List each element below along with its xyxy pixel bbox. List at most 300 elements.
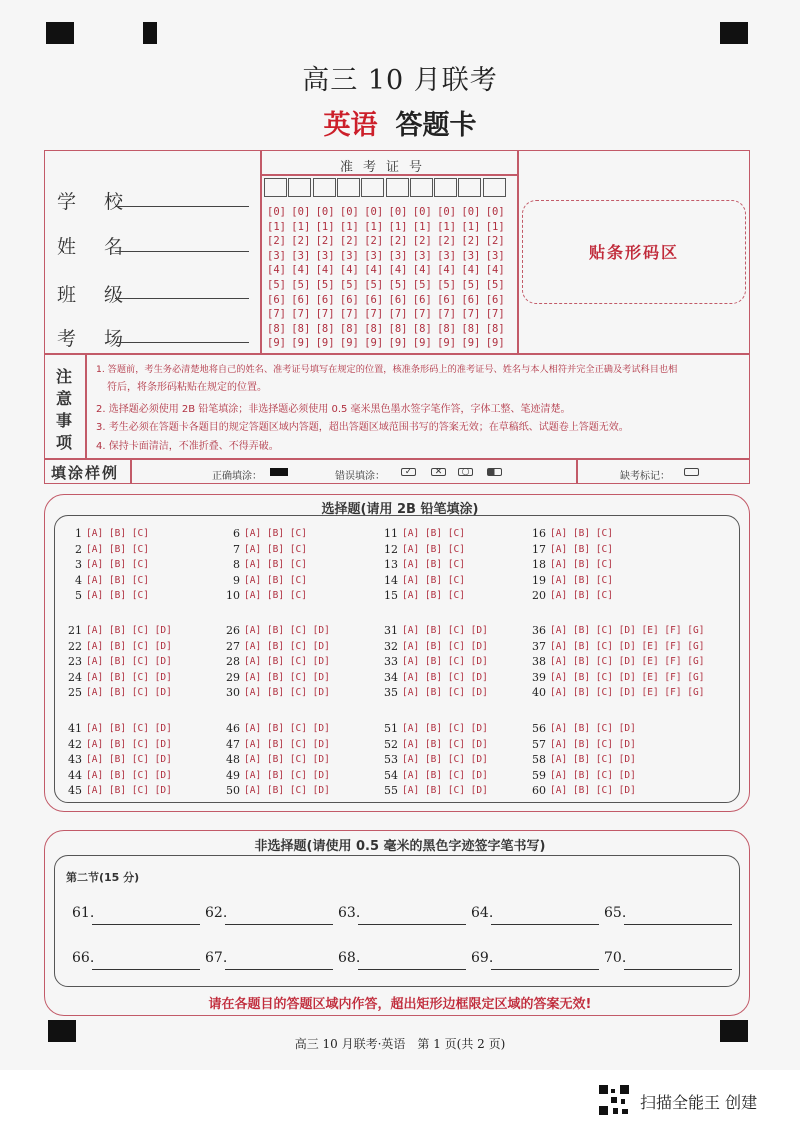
id-digit-bubble[interactable]: [9] xyxy=(461,337,481,350)
question-number: 26 xyxy=(226,624,240,637)
divider xyxy=(260,150,262,353)
id-digit-bubble[interactable]: [7] xyxy=(388,308,408,321)
answer-options[interactable]: [A] [B] [C] [D] xyxy=(550,769,636,781)
id-digit-bubble[interactable]: [3] xyxy=(388,249,408,262)
id-digit-bubble[interactable]: [2] xyxy=(388,235,408,248)
id-digit-bubble[interactable]: [8] xyxy=(485,322,505,335)
question-number: 10 xyxy=(226,589,240,602)
divider xyxy=(85,353,87,458)
answer-options[interactable]: [A] [B] [C] xyxy=(402,543,465,555)
answer-options[interactable]: [A] [B] [C] [D] xyxy=(244,785,330,796)
answer-options[interactable]: [A] [B] [C] xyxy=(244,559,307,570)
id-digit-bubble[interactable]: [6] xyxy=(364,293,384,306)
answer-options[interactable]: [A] [B] [C] xyxy=(550,590,613,601)
field-line-class[interactable] xyxy=(115,280,249,299)
id-digit-bubble[interactable]: [4] xyxy=(388,264,408,277)
id-digit-bubble[interactable]: [5] xyxy=(412,279,432,291)
question-number: 36 xyxy=(532,624,546,637)
barcode-label: 贴条形码区 xyxy=(588,243,679,262)
question-number: 27 xyxy=(226,639,240,653)
answer-options[interactable]: [A] [B] [C] xyxy=(86,528,149,539)
answer-number: 62. xyxy=(205,905,228,921)
answer-options[interactable]: [A] [B] [C] [D] xyxy=(402,671,488,683)
id-digit-bubble[interactable]: [9] xyxy=(339,337,359,350)
answer-options[interactable]: [A] [B] [C] xyxy=(86,543,149,555)
answer-options[interactable]: [A] [B] [C] xyxy=(402,559,465,570)
answer-options[interactable]: [A] [B] [C] [D] xyxy=(86,687,172,698)
answer-options[interactable]: [A] [B] [C] xyxy=(86,559,149,570)
id-digit-bubble[interactable]: [8] xyxy=(364,322,384,335)
fill-correct-sample xyxy=(270,468,288,476)
question-number: 29 xyxy=(226,670,240,684)
id-digit-bubble[interactable]: [6] xyxy=(437,293,457,306)
answer-line[interactable] xyxy=(491,954,599,970)
answer-line[interactable] xyxy=(225,909,333,925)
question-number: 59 xyxy=(532,768,546,782)
question-number: 31 xyxy=(384,624,398,637)
question-number: 45 xyxy=(68,784,82,797)
question-number: 44 xyxy=(68,768,82,782)
question-number: 8 xyxy=(233,558,240,571)
exam-title: 高三 10 月联考 xyxy=(302,65,498,96)
absent-mark-label: 缺考标记： xyxy=(620,471,670,482)
id-digit-bubble[interactable]: [7] xyxy=(364,308,384,321)
id-digit-bubble[interactable]: [8] xyxy=(437,322,457,335)
id-digit-bubble[interactable]: [2] xyxy=(485,235,505,248)
id-digit-bubble[interactable]: [9] xyxy=(315,337,335,350)
answer-options[interactable]: [A] [B] [C] xyxy=(550,559,613,570)
question-number: 49 xyxy=(226,768,240,782)
question-number: 56 xyxy=(532,722,546,735)
answer-options[interactable]: [A] [B] [C] [D] xyxy=(244,687,330,698)
question-number: 58 xyxy=(532,753,546,766)
field-label-school: 学校 xyxy=(57,191,152,213)
question-number: 17 xyxy=(532,542,546,556)
answer-number: 69. xyxy=(471,950,494,966)
question-number: 52 xyxy=(384,737,398,751)
answer-options[interactable]: [A] [B] [C] [D] xyxy=(86,769,172,781)
answer-number: 68. xyxy=(338,950,361,966)
question-number: 51 xyxy=(384,722,398,735)
field-line-name[interactable] xyxy=(115,233,249,252)
question-number: 41 xyxy=(68,722,82,735)
answer-number: 61. xyxy=(72,905,95,921)
answer-options[interactable]: [A] [B] [C] xyxy=(550,543,613,555)
question-number: 24 xyxy=(68,670,82,684)
id-digit-bubble[interactable]: [0] xyxy=(437,206,457,218)
id-digit-bubble[interactable]: [0] xyxy=(412,206,432,218)
answer-options[interactable]: [A] [B] [C] [D] xyxy=(402,640,488,652)
id-digit-bubble[interactable]: [4] xyxy=(461,264,481,277)
question-number: 2 xyxy=(75,542,82,556)
id-digit-bubble[interactable]: [3] xyxy=(315,249,335,262)
id-digit-box[interactable] xyxy=(313,178,336,197)
id-digit-bubble[interactable]: [4] xyxy=(364,264,384,277)
answer-options[interactable]: [A] [B] [C] [D] [E] [F] [G] xyxy=(550,656,705,667)
id-digit-bubble[interactable]: [3] xyxy=(485,249,505,262)
answer-options[interactable]: [A] [B] [C] [D] xyxy=(86,640,172,652)
id-digit-bubble[interactable]: [8] xyxy=(315,322,335,335)
question-number: 1 xyxy=(75,527,82,540)
answer-line[interactable] xyxy=(92,909,200,925)
id-digit-bubble[interactable]: [0] xyxy=(291,206,311,218)
question-number: 39 xyxy=(532,670,546,684)
question-number: 28 xyxy=(226,655,240,668)
question-number: 9 xyxy=(233,573,240,587)
question-number: 60 xyxy=(532,784,546,797)
id-digit-bubble[interactable]: [5] xyxy=(267,279,286,291)
answer-options[interactable]: [A] [B] [C] [D] [E] [F] [G] xyxy=(550,625,705,636)
id-digit-bubble[interactable]: [2] xyxy=(364,235,384,248)
id-digit-bubble[interactable]: [4] xyxy=(437,264,457,277)
wrong-fill-circle-icon: ○ xyxy=(458,468,473,476)
id-digit-bubble[interactable]: [5] xyxy=(291,279,311,291)
mc-section-title: 选择题(请用 2B 铅笔填涂) xyxy=(321,502,479,517)
id-digit-bubble[interactable]: [0] xyxy=(485,206,505,218)
answer-options[interactable]: [A] [B] [C] [D] xyxy=(244,723,330,734)
answer-number: 64. xyxy=(471,905,494,921)
answer-options[interactable]: [A] [B] [C] [D] xyxy=(402,754,488,765)
id-digit-bubble[interactable]: [3] xyxy=(291,249,311,262)
id-digit-box[interactable] xyxy=(361,178,384,197)
question-number: 23 xyxy=(68,655,82,668)
id-digit-box[interactable] xyxy=(288,178,311,197)
answer-options[interactable]: [A] [B] [C] [D] xyxy=(86,738,172,750)
qr-code-icon xyxy=(597,1083,631,1117)
answer-options[interactable]: [A] [B] [C] [D] xyxy=(402,656,488,667)
answer-options[interactable]: [A] [B] [C] [D] xyxy=(86,754,172,765)
id-digit-bubble[interactable]: [6] xyxy=(412,293,432,306)
id-digit-bubble[interactable]: [0] xyxy=(461,206,481,218)
id-digit-bubble[interactable]: [1] xyxy=(364,220,384,233)
id-digit-bubble[interactable]: [7] xyxy=(485,308,505,321)
answer-options[interactable]: [A] [B] [C] [D] xyxy=(86,723,172,734)
field-line-room[interactable] xyxy=(115,324,249,343)
fb-section-title: 非选择题(请使用 0.5 毫米的黑色字迹签字笔书写) xyxy=(254,839,546,854)
id-digit-bubble[interactable]: [2] xyxy=(267,235,286,248)
answer-options[interactable]: [A] [B] [C] xyxy=(244,543,307,555)
divider xyxy=(44,353,750,355)
wrong-fill-check-icon: ✓ xyxy=(401,468,416,476)
id-digit-bubble[interactable]: [2] xyxy=(412,235,432,248)
fill-wrong-label: 错误填涂： xyxy=(335,471,385,482)
question-number: 4 xyxy=(75,573,82,587)
question-number: 12 xyxy=(384,542,398,556)
answer-options[interactable]: [A] [B] [C] [D] xyxy=(86,671,172,683)
id-digit-bubble[interactable]: [9] xyxy=(267,337,286,350)
answer-options[interactable]: [A] [B] [C] [D] xyxy=(86,785,172,796)
id-digit-bubble[interactable]: [0] xyxy=(364,206,384,218)
answer-options[interactable]: [A] [B] [C] [D] [E] [F] [G] xyxy=(550,671,705,683)
id-digit-bubble[interactable]: [9] xyxy=(364,337,384,350)
id-digit-bubble[interactable]: [8] xyxy=(339,322,359,335)
id-digit-bubble[interactable]: [5] xyxy=(315,279,335,291)
id-digit-bubble[interactable]: [8] xyxy=(412,322,432,335)
id-digit-bubble[interactable]: [8] xyxy=(461,322,481,335)
notice-item-2: 2. 选择题必须使用 2B 铅笔填涂；非选择题必须使用 0.5 毫米黑色墨水签字笔作答，字体工整、笔迹清楚。 xyxy=(96,404,571,415)
answer-options[interactable]: [A] [B] [C] [D] xyxy=(244,671,330,683)
question-number: 3 xyxy=(75,558,82,571)
answer-options[interactable]: [A] [B] [C] [D] xyxy=(550,754,636,765)
notice-heading-1: 注 xyxy=(56,367,73,386)
id-digit-bubble[interactable]: [8] xyxy=(388,322,408,335)
answer-options[interactable]: [A] [B] [C] [D] xyxy=(402,738,488,750)
id-digit-bubble[interactable]: [2] xyxy=(291,235,311,248)
answer-options[interactable]: [A] [B] [C] xyxy=(402,574,465,586)
id-digit-bubble[interactable]: [5] xyxy=(388,279,408,291)
answer-number: 67. xyxy=(205,950,228,966)
notice-item-1: 1. 答题前，考生务必清楚地将自己的姓名、准考证号填写在规定的位置，核准条形码上的准考证号、姓名与本人相符并完全正确及考试科目也相 xyxy=(96,364,678,375)
question-number: 20 xyxy=(532,589,546,602)
answer-options[interactable]: [A] [B] [C] [D] xyxy=(550,785,636,796)
id-digit-bubble[interactable]: [1] xyxy=(267,220,286,233)
question-number: 6 xyxy=(233,527,240,540)
question-number: 30 xyxy=(226,686,240,699)
id-digit-bubble[interactable]: [4] xyxy=(315,264,335,277)
field-label-name: 姓名 xyxy=(57,236,152,258)
question-number: 47 xyxy=(226,737,240,751)
notice-heading-2: 意 xyxy=(56,389,73,408)
notice-item-4: 4. 保持卡面清洁，不准折叠、不得弄破。 xyxy=(96,441,279,452)
id-digit-bubble[interactable]: [1] xyxy=(485,220,505,233)
field-label-class: 班级 xyxy=(57,284,152,306)
answer-options[interactable]: [A] [B] [C] [D] xyxy=(402,723,488,734)
answer-options[interactable]: [A] [B] [C] [D] xyxy=(86,656,172,667)
notice-heading-3: 事 xyxy=(56,411,73,430)
id-digit-box[interactable] xyxy=(410,178,433,197)
id-digit-bubble[interactable]: [6] xyxy=(388,293,408,306)
id-digit-bubble[interactable]: [9] xyxy=(291,337,311,350)
id-digit-bubble[interactable]: [2] xyxy=(315,235,335,248)
question-number: 19 xyxy=(532,573,546,587)
id-digit-bubble[interactable]: [6] xyxy=(339,293,359,306)
registration-mark-top-center xyxy=(143,22,157,44)
answer-options[interactable]: [A] [B] [C] [D] xyxy=(244,769,330,781)
answer-options[interactable]: [A] [B] [C] xyxy=(550,528,613,539)
divider xyxy=(130,458,132,484)
question-number: 42 xyxy=(68,737,82,751)
subject-name: 英语 xyxy=(323,110,378,141)
divider xyxy=(576,458,578,484)
question-number: 32 xyxy=(384,639,398,653)
question-number: 21 xyxy=(68,624,82,637)
answer-options[interactable]: [A] [B] [C] [D] xyxy=(244,656,330,667)
wrong-fill-half-icon xyxy=(487,468,502,476)
answer-number: 66. xyxy=(72,950,95,966)
id-digit-bubble[interactable]: [5] xyxy=(437,279,457,291)
question-number: 7 xyxy=(233,542,240,556)
answer-options[interactable]: [A] [B] [C] xyxy=(550,574,613,586)
answer-number: 65. xyxy=(604,905,627,921)
answer-line[interactable] xyxy=(225,954,333,970)
answer-options[interactable]: [A] [B] [C] xyxy=(402,528,465,539)
id-digit-bubble[interactable]: [7] xyxy=(461,308,481,321)
id-digit-bubble[interactable]: [5] xyxy=(339,279,359,291)
question-number: 14 xyxy=(384,573,398,587)
answer-options[interactable]: [A] [B] [C] [D] xyxy=(402,625,488,636)
id-digit-bubble[interactable]: [1] xyxy=(388,220,408,233)
answer-line[interactable] xyxy=(491,909,599,925)
field-line-school[interactable] xyxy=(115,188,249,207)
question-number: 25 xyxy=(68,686,82,699)
question-number: 34 xyxy=(384,670,398,684)
question-number: 37 xyxy=(532,639,546,653)
id-digit-bubble[interactable]: [1] xyxy=(291,220,311,233)
id-digit-bubble[interactable]: [0] xyxy=(267,206,286,218)
id-digit-bubble[interactable]: [6] xyxy=(315,293,335,306)
question-number: 46 xyxy=(226,722,240,735)
answer-options[interactable]: [A] [B] [C] [D] xyxy=(550,723,636,734)
answer-options[interactable]: [A] [B] [C] xyxy=(244,528,307,539)
scanner-credit: 扫描全能王 创建 xyxy=(640,1093,758,1112)
id-digit-bubble[interactable]: [9] xyxy=(412,337,432,350)
id-number-title: 准考证号 xyxy=(340,160,433,175)
id-digit-bubble[interactable]: [3] xyxy=(461,249,481,262)
answer-options[interactable]: [A] [B] [C] [D] xyxy=(244,754,330,765)
answer-line[interactable] xyxy=(92,954,200,970)
answer-options[interactable]: [A] [B] [C] [D] xyxy=(550,738,636,750)
id-digit-bubble[interactable]: [0] xyxy=(388,206,408,218)
question-number: 13 xyxy=(384,558,398,571)
answer-line[interactable] xyxy=(624,909,732,925)
id-digit-bubble[interactable]: [7] xyxy=(315,308,335,321)
id-digit-bubble[interactable]: [1] xyxy=(412,220,432,233)
answer-options[interactable]: [A] [B] [C] xyxy=(244,574,307,586)
card-label: 答题卡 xyxy=(395,110,477,141)
id-digit-bubble[interactable]: [9] xyxy=(388,337,408,350)
id-digit-box[interactable] xyxy=(458,178,481,197)
answer-options[interactable]: [A] [B] [C] [D] xyxy=(402,785,488,796)
field-label-room: 考场 xyxy=(57,328,152,350)
question-number: 11 xyxy=(384,527,398,540)
answer-options[interactable]: [A] [B] [C] [D] xyxy=(86,625,172,636)
id-digit-bubble[interactable]: [3] xyxy=(437,249,457,262)
answer-options[interactable]: [A] [B] [C] [D] [E] [F] [G] xyxy=(550,640,705,652)
id-digit-bubble[interactable]: [1] xyxy=(437,220,457,233)
answer-options[interactable]: [A] [B] [C] [D] [E] [F] [G] xyxy=(550,687,705,698)
id-digit-bubble[interactable]: [3] xyxy=(267,249,286,262)
answer-options[interactable]: [A] [B] [C] [D] xyxy=(244,625,330,636)
id-digit-box[interactable] xyxy=(386,178,409,197)
answer-number: 70. xyxy=(604,950,627,966)
sheet-title xyxy=(0,103,800,142)
id-digit-bubble[interactable]: [7] xyxy=(412,308,432,321)
divider xyxy=(44,458,750,460)
id-digit-bubble[interactable]: [1] xyxy=(461,220,481,233)
page-footer: 高三 10 月联考·英语 第 1 页(共 2 页) xyxy=(294,1037,506,1051)
question-number: 18 xyxy=(532,558,546,571)
question-number: 15 xyxy=(384,589,398,602)
question-number: 53 xyxy=(384,753,398,766)
id-digit-bubble[interactable]: [9] xyxy=(437,337,457,350)
id-digit-bubble[interactable]: [3] xyxy=(412,249,432,262)
id-digit-bubble[interactable]: [7] xyxy=(291,308,311,321)
absent-mark-box[interactable] xyxy=(684,468,699,476)
answer-line[interactable] xyxy=(624,954,732,970)
wrong-fill-cross-icon: ✕ xyxy=(431,468,446,476)
fill-example-heading: 填涂样例 xyxy=(51,464,120,482)
notice-item-3: 3. 考生必须在答题卡各题目的规定答题区域内答题，超出答题区域范围书写的答案无效；在草稿纸、试题卷上答题无效。 xyxy=(96,422,629,433)
id-digit-bubble[interactable]: [4] xyxy=(412,264,432,277)
answer-options[interactable]: [A] [B] [C] [D] xyxy=(402,687,488,698)
answer-line[interactable] xyxy=(358,909,466,925)
id-digit-bubble[interactable]: [9] xyxy=(485,337,505,350)
question-number: 35 xyxy=(384,686,398,699)
id-digit-bubble[interactable]: [1] xyxy=(315,220,335,233)
answer-options[interactable]: [A] [B] [C] xyxy=(244,590,307,601)
question-number: 33 xyxy=(384,655,398,668)
id-digit-bubble[interactable]: [3] xyxy=(339,249,359,262)
registration-mark-top-left xyxy=(46,22,74,44)
id-digit-bubble[interactable]: [4] xyxy=(291,264,311,277)
id-digit-bubble[interactable]: [0] xyxy=(315,206,335,218)
question-number: 22 xyxy=(68,639,82,653)
question-number: 38 xyxy=(532,655,546,668)
question-number: 55 xyxy=(384,784,398,797)
notice-heading-4: 项 xyxy=(56,433,73,452)
id-digit-bubble[interactable]: [7] xyxy=(437,308,457,321)
id-digit-bubble[interactable]: [5] xyxy=(461,279,481,291)
notice-item-1b: 符后，将条形码粘贴在规定的位置。 xyxy=(107,382,267,393)
id-digit-box[interactable] xyxy=(434,178,457,197)
id-digit-bubble[interactable]: [8] xyxy=(291,322,311,335)
id-digit-bubble[interactable]: [8] xyxy=(267,322,286,335)
id-digit-bubble[interactable]: [6] xyxy=(461,293,481,306)
id-digit-bubble[interactable]: [4] xyxy=(485,264,505,277)
id-digit-box[interactable] xyxy=(264,178,287,197)
answer-options[interactable]: [A] [B] [C] [D] xyxy=(244,738,330,750)
id-digit-bubble[interactable]: [7] xyxy=(339,308,359,321)
question-number: 16 xyxy=(532,527,546,540)
id-digit-bubble[interactable]: [6] xyxy=(291,293,311,306)
id-digit-bubble[interactable]: [6] xyxy=(267,293,286,306)
question-number: 54 xyxy=(384,768,398,782)
question-number: 48 xyxy=(226,753,240,766)
fill-correct-label: 正确填涂： xyxy=(212,471,262,482)
registration-mark-top-right xyxy=(720,22,748,44)
question-number: 50 xyxy=(226,784,240,797)
question-number: 43 xyxy=(68,753,82,766)
answer-options[interactable]: [A] [B] [C] xyxy=(86,574,149,586)
warning-text: 请在各题目的答题区域内作答，超出矩形边框限定区域的答案无效! xyxy=(208,997,592,1012)
answer-options[interactable]: [A] [B] [C] [D] xyxy=(244,640,330,652)
id-digit-bubble[interactable]: [7] xyxy=(267,308,286,321)
id-digit-bubble[interactable]: [2] xyxy=(437,235,457,248)
divider xyxy=(517,150,519,353)
id-digit-bubble[interactable]: [4] xyxy=(267,264,286,277)
id-digit-bubble[interactable]: [3] xyxy=(364,249,384,262)
question-number: 5 xyxy=(75,589,82,602)
id-digit-box[interactable] xyxy=(483,178,506,197)
id-digit-bubble[interactable]: [5] xyxy=(364,279,384,291)
answer-options[interactable]: [A] [B] [C] xyxy=(86,590,149,601)
question-number: 40 xyxy=(532,686,546,699)
answer-line[interactable] xyxy=(358,954,466,970)
fb-section-label: 第二节(15 分) xyxy=(66,871,140,884)
answer-options[interactable]: [A] [B] [C] xyxy=(402,590,465,601)
id-digit-bubble[interactable]: [6] xyxy=(485,293,505,306)
id-digit-bubble[interactable]: [2] xyxy=(339,235,359,248)
answer-number: 63. xyxy=(338,905,361,921)
question-number: 57 xyxy=(532,737,546,751)
id-digit-bubble[interactable]: [4] xyxy=(339,264,359,277)
id-digit-box[interactable] xyxy=(337,178,360,197)
id-digit-bubble[interactable]: [1] xyxy=(339,220,359,233)
id-digit-bubble[interactable]: [0] xyxy=(339,206,359,218)
id-digit-bubble[interactable]: [2] xyxy=(461,235,481,248)
answer-options[interactable]: [A] [B] [C] [D] xyxy=(402,769,488,781)
id-digit-bubble[interactable]: [5] xyxy=(485,279,505,291)
